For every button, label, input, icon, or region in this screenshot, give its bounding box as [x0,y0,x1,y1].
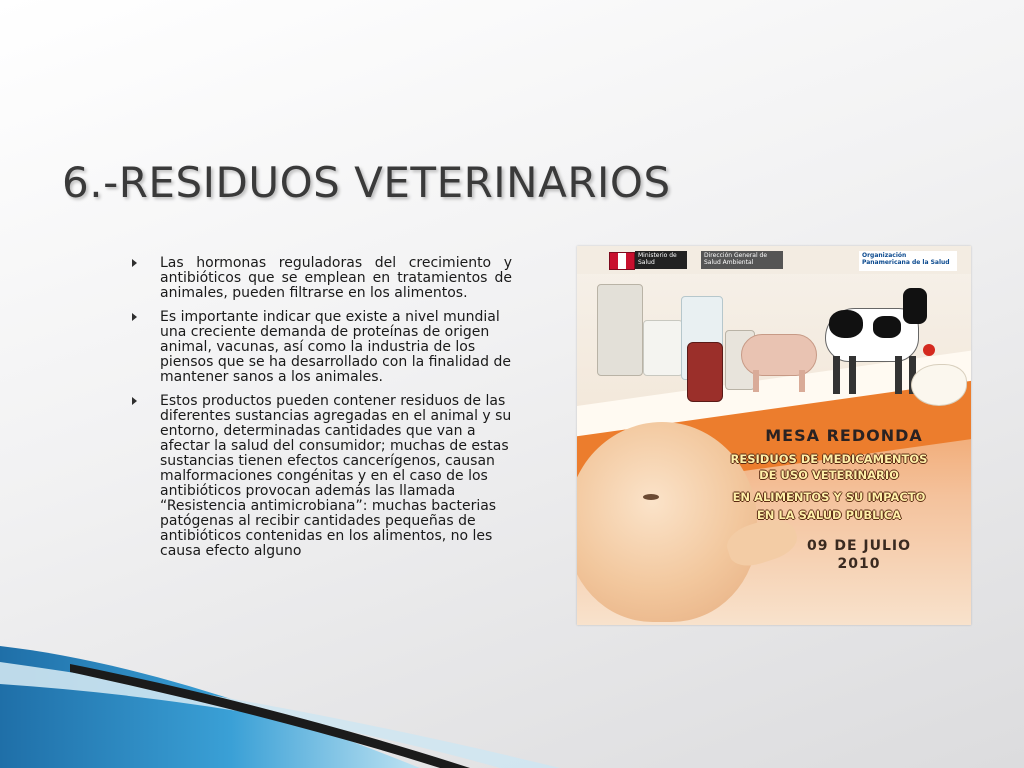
hen-comb [923,344,935,356]
swoosh-dark [70,664,470,768]
medicine-bottle-icon [597,284,643,376]
poster-date: 09 DE JULIO [806,538,912,554]
pig-leg [799,370,805,392]
baby-eye [643,494,659,500]
bullet-item [130,256,512,301]
poster-subtitle-line: EN ALIMENTOS Y SU IMPACTO [732,490,926,504]
pig-leg [753,370,759,392]
bullet-text: Las hormonas reguladoras del crecimiento y antibióticos que se emplean en tratamientos de animales, pueden filtrarse en los alimentos. [160,255,512,301]
poster-year: 2010 [837,556,881,572]
bullet-list [130,256,512,568]
cow-leg [895,356,902,394]
cow-spot [829,310,863,338]
minsa-logo: Ministerio de Salud [635,251,687,269]
bullet-item [130,310,512,385]
cow-leg [833,356,840,394]
bullet-text: Estos productos pueden contener residuos de las diferentes sustancias agregadas en el animal y su entorno, determinadas cantidades que van a afectar la salud del consumidor; muchas de estas sustancias tienen efectos cancerígenos, causan malformaciones congénitas y en el caso de los antibióticos provocan además las llamada “Resistencia antimicrobiana”: muchas bacterias patógenas al recibir cantidades pequeñas de antibióticos contenidas en los alimentos, no les causa efecto alguno [160,393,512,559]
medicine-bottle-icon [643,320,683,376]
cow-leg [849,356,856,394]
event-poster-image [577,246,971,625]
bullet-arrow-icon [132,313,137,321]
bullet-arrow-icon [132,259,137,267]
swoosh-blue [0,646,420,768]
ops-logo: Organización Panamericana de la Salud [859,251,957,271]
cow-head [903,288,927,324]
hen-icon [911,364,967,406]
poster-subtitle-line: DE USO VETERINARIO [759,468,899,482]
medicine-bottle-icon [687,342,723,402]
digesa-logo: Dirección General de Salud Ambiental [701,251,783,269]
bullet-text: Es importante indicar que existe a nivel mundial una creciente demanda de proteínas de origen animal, vacunas, así como la industria de los piensos que se ha desarrollado con la finalidad de mantener sanos a los animales. [160,309,511,385]
peru-flag-logo [609,252,635,270]
bullet-arrow-icon [132,397,137,405]
swoosh-light [0,662,560,768]
bullet-item [130,394,512,559]
poster-heading: MESA REDONDA [765,426,923,445]
cow-spot [873,316,901,338]
poster-subtitle-line: RESIDUOS DE MEDICAMENTOS [730,452,928,466]
slide-title: 6.-RESIDUOS VETERINARIOS [62,158,671,207]
poster-subtitle-line: EN LA SALUD PUBLICA [756,508,902,522]
